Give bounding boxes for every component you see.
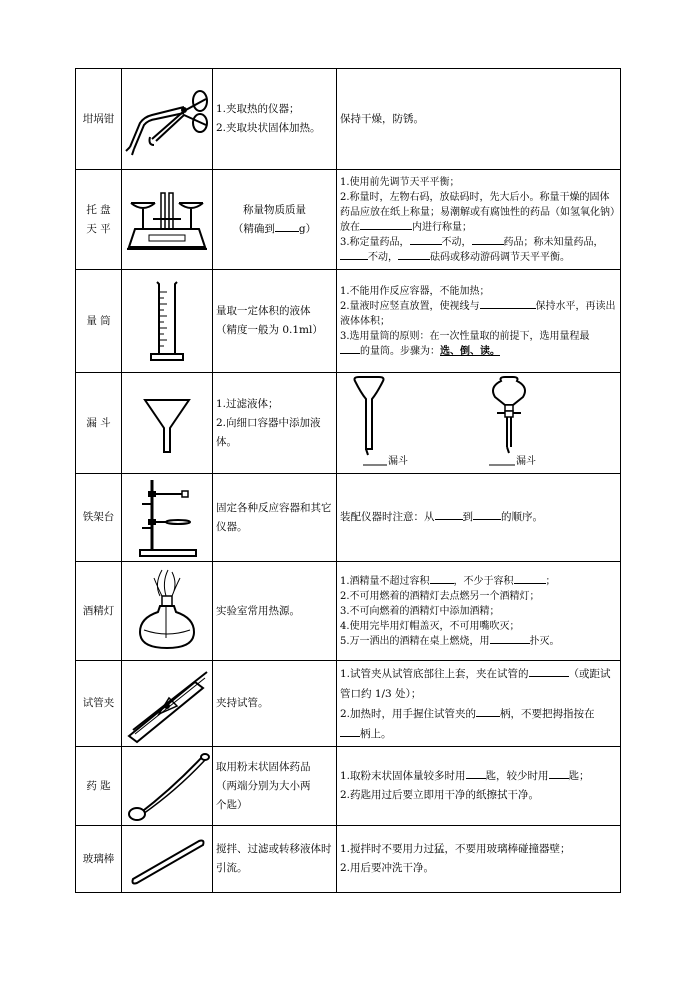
table-row [76,562,621,661]
apparatus-name: 量 筒 [76,270,122,373]
test-tube-holder-icon [122,661,213,747]
apparatus-name: 试管夹 [76,661,122,747]
apparatus-name: 酒精灯 [76,562,122,661]
funnel-icon [122,373,213,474]
table-row [76,661,621,747]
apparatus-note: 1.酒精量不超过容积 ，不少于容积 ； 2.不可用燃着的酒精灯去点燃另一个酒精灯； 3.不可向燃着的酒精灯中添加酒精； 4.使用完毕用灯帽盖灭，不可用嘴吹灭； 5.万一洒出的酒精在桌上燃烧，用 扑灭。 [337,562,621,661]
apparatus-use: 搅拌、过滤或转移液体时引流。 [213,826,337,893]
table-row [76,69,621,170]
table-row [76,170,621,270]
apparatus-note: 1.试管夹从试管底部往上套，夹在试管的 （或距试管口约 1/3 处）； 2.加热时，用手握住试管夹的 柄，不要把拇指按在 柄上。 [337,661,621,747]
alcohol-lamp-icon [122,562,213,661]
table-row [76,373,621,474]
apparatus-use: 1.过滤液体； 2.向细口容器中添加液体。 [213,373,337,474]
apparatus-note [337,373,621,474]
funnel-label-2: 漏斗 [516,456,536,467]
apparatus-name: 漏 斗 [76,373,122,474]
apparatus-note: 1.搅拌时不要用力过猛，不要用玻璃棒碰撞器壁； 2.用后要冲洗干净。 [337,826,621,893]
table-row [76,270,621,373]
apparatus-use: 1.夹取热的仪器； 2.夹取块状固体加热。 [213,69,337,170]
table-row [76,747,621,826]
apparatus-name: 药 匙 [76,747,122,826]
apparatus-note: 1.使用前先调节天平平衡； 2.称量时，左物右码，放砝码时，先大后小。称量干燥的固体药品应放在纸上称量；易潮解或有腐蚀性的药品（如氢氧化钠）放在 内进行称量； 3.称定量药品， 不动， 药品；称未知量药品， 不动， 砝码或移动游码调节天平平衡。 [337,170,621,270]
glass-rod-icon [122,826,213,893]
apparatus-note: 装配仪器时注意：从 到 的顺序。 [337,474,621,562]
long-neck-funnel-icon [355,377,384,455]
apparatus-note: 1.不能用作反应容器，不能加热； 2.量液时应竖直放置，使视线与 保持水平，再读出液体体积； 3.选用量筒的原则：在一次性量取的前提下，选用量程最 的量筒。步骤为：选、倒、读。 [337,270,621,373]
apparatus-name: 托 盘 天 平 [76,170,122,270]
apparatus-use: 称量物质质量 （精确到 g） [213,170,337,270]
table-row [76,474,621,562]
graduated-cylinder-icon [122,270,213,373]
apparatus-note: 保持干燥，防锈。 [337,69,621,170]
apparatus-name: 铁架台 [76,474,122,562]
apparatus-table [75,68,621,893]
apparatus-use: 实验室常用热源。 [213,562,337,661]
apparatus-use: 量取一定体积的液体 （精度一般为 0.1ml） [213,270,337,373]
balance-icon [122,170,213,270]
apparatus-use: 夹持试管。 [213,661,337,747]
crucible-tongs-icon [122,69,213,170]
apparatus-note: 1.取粉末状固体量较多时用 匙，较少时用 匙； 2.药匙用过后要立即用干净的纸擦拭干净。 [337,747,621,826]
apparatus-use: 取用粉末状固体药品 （两端分别为大小两 个匙） [213,747,337,826]
apparatus-name: 坩埚钳 [76,69,122,170]
medicine-spoon-icon [122,747,213,826]
separatory-funnel-icon [493,377,525,453]
apparatus-use: 固定各种反应容器和其它仪器。 [213,474,337,562]
table-row [76,826,621,893]
apparatus-name: 玻璃棒 [76,826,122,893]
iron-stand-icon [122,474,213,562]
funnel-label-1: 漏斗 [388,456,408,467]
